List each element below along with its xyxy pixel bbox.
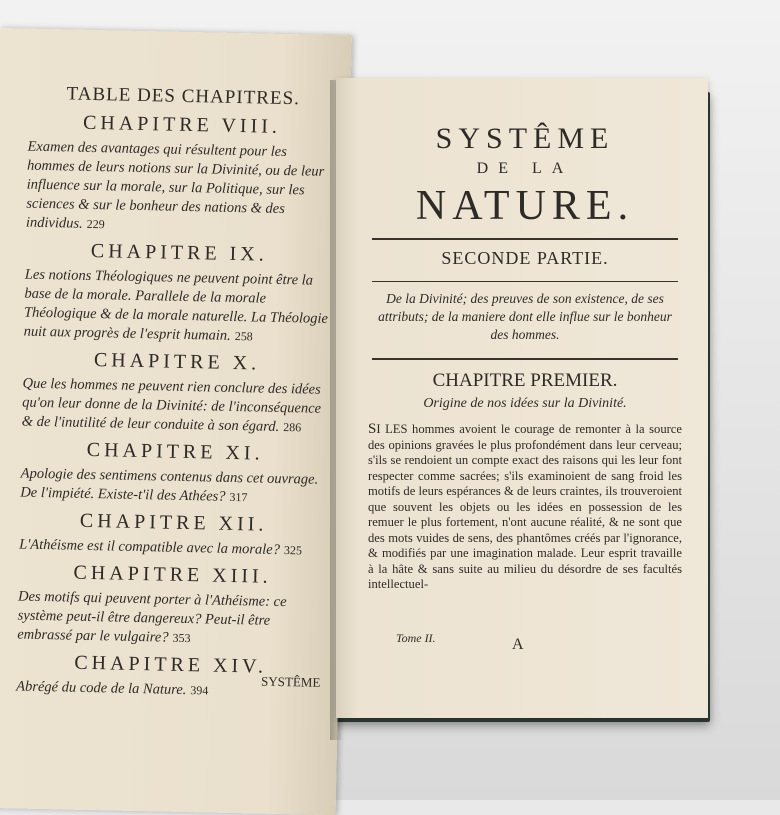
right-page-title <box>336 78 708 718</box>
chapter-subtitle: Origine de nos idées sur la Divinité. <box>423 396 627 411</box>
chapter-description: Apologie des sentimens contenus dans cet ouvrage. De l'impiété. Existe-t'il des Athées? <box>20 465 319 505</box>
chapter-description: Examen des avantages qui résultent pour les hommes de leurs notions sur la Divinité, ou de leur influence sur la morale, sur la Politique, sur les sciences & sur le bonheur des nations & des individus. <box>25 138 325 232</box>
chapter-heading: CHAPITRE XIII. <box>73 561 272 588</box>
rule-divider <box>372 358 678 360</box>
catchword: SYSTÊME <box>260 673 321 690</box>
toc-entry <box>26 111 336 239</box>
chapter-heading: CHAPITRE X. <box>93 349 261 375</box>
part-summary: De la Divinité; des preuves de son existence, de ses attributs; de la maniere dont elle influe sur le bonheur des hommes. <box>378 291 672 342</box>
chapter-description: Abrégé du code de la Nature. <box>16 678 187 699</box>
signature-mark: A <box>512 636 524 653</box>
toc-entry <box>22 348 332 438</box>
page-number: 325 <box>283 543 303 558</box>
toc-entry <box>17 561 327 651</box>
page-number: 286 <box>283 420 302 435</box>
part-heading: SECONDE PARTIE. <box>441 248 609 268</box>
chapter-heading: CHAPITRE IX. <box>90 239 268 266</box>
toc-header: TABLE DES CHAPITRES. <box>66 83 301 110</box>
chapter-description: Des motifs qui peuvent porter à l'Athéisme: ce système peut-il être dangereux? Peut-il être embrassé par le vulgaire? <box>17 588 287 646</box>
page-number: 394 <box>190 683 209 698</box>
title-line-1: SYSTÊME <box>435 122 615 155</box>
title-line-3: NATURE. <box>415 183 635 229</box>
chapter-title: CHAPITRE PREMIER. <box>432 370 618 391</box>
left-page-table-of-contents <box>0 28 352 815</box>
title-line-2: DE LA <box>476 160 574 177</box>
page-number: 317 <box>229 489 248 505</box>
chapter-heading: CHAPITRE XI. <box>86 438 264 465</box>
chapter-description: Les notions Théologiques ne peuvent point être la base de la morale. Parallele de la morale Théologique & de la morale naturelle. La Théologie nuit aux progrès de l'esprit humain. <box>23 266 329 344</box>
chapter-heading: CHAPITRE VIII. <box>82 111 282 138</box>
rule-divider <box>372 281 678 282</box>
chapter-description: L'Athéisme est il compatible avec la morale? <box>19 536 281 558</box>
chapter-description: Que les hommes ne peuvent rien conclure des idées qu'on leur donne de la Divinité: de l'inconséquence & de l'inutilité de leur conduite à son égard. <box>21 375 322 435</box>
toc-entry <box>19 509 328 561</box>
chapter-body-text: SI LES hommes avoient le courage de remonter à la source des opinions gravées le plus profondément dans leur cerveau; s'ils se rendoient un compte exact des raisons qui les leur font respecter comme sacrées; s'ils examinoient de sang froid les motifs de leurs espérances & de leurs craintes, ils trouveroient que souvent les objets ou les idées en possession de les remuer le plus fortement, n'ont aucune réalité, & ne sont que des mots vuides de sens, des phantômes créés par l'ignorance, & modifiés par une imagination malade. Leur esprit travaille à la hâte & sans suite au milieu du désordre de ses facultés intellectuel- <box>368 421 682 591</box>
page-number: 229 <box>86 216 105 232</box>
rule-divider <box>372 238 678 240</box>
volume-footer: Tome II. <box>396 631 436 645</box>
page-number: 353 <box>172 630 191 646</box>
page-number: 258 <box>234 328 253 344</box>
toc-entry <box>23 239 333 348</box>
toc-entry <box>20 438 329 509</box>
chapter-heading: CHAPITRE XIV. <box>74 651 268 678</box>
chapter-heading: CHAPITRE XII. <box>79 509 268 536</box>
